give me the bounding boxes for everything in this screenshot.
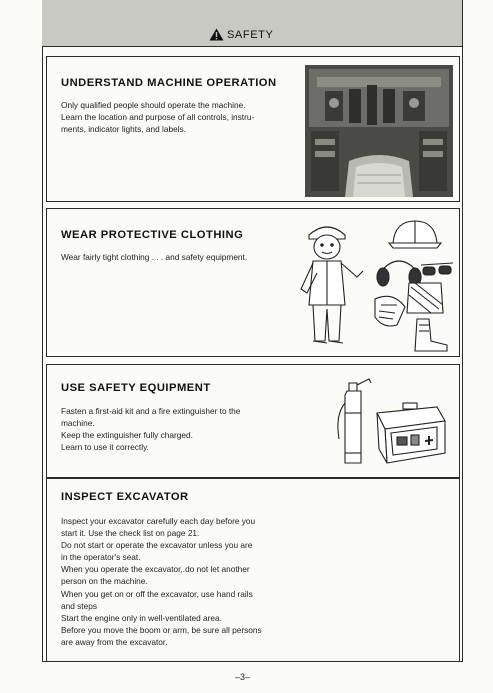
section-body [61,515,301,648]
section-title: UNDERSTAND MACHINE OPERATION [61,77,277,89]
body-line: start it. Use the check list on page 21. [61,528,200,539]
section-understand-machine-operation [46,56,460,202]
body-line: ments, indicator lights, and labels. [61,124,186,135]
body-line: in the operator's seat. [61,552,141,563]
page-number: –3– [235,672,251,682]
body-line: person on the machine. [61,576,148,587]
warning-triangle-icon [209,28,224,41]
body-line: When you get on or off the excavator, use hand rails [61,588,253,599]
protective-clothing-illustration [297,213,455,353]
section-title: WEAR PROTECTIVE CLOTHING [61,229,244,241]
body-line: Learn the location and purpose of all controls, instru- [61,112,255,123]
body-line: Keep the extinguisher fully charged. [61,430,193,441]
body-line: Wear fairly tight clothing . . . and safety equipment. [61,252,248,262]
cab-interior-illustration [305,65,453,197]
section-wear-protective-clothing [46,208,460,357]
body-line: are away from the excavator. [61,636,168,647]
body-line: Only qualified people should operate the machine. [61,100,246,110]
body-line: Do not start or operate the excavator unless you are [61,540,253,551]
body-line: and steps [61,600,97,611]
body-line: machine. [61,418,95,429]
section-title: INSPECT EXCAVATOR [61,491,189,503]
body-line: Learn to use it correctly. [61,442,149,453]
body-line: Start the engine only in well-ventilated area. [61,612,222,623]
body-line: When you operate the excavator,.do not let another [61,564,250,575]
section-body [61,99,289,135]
body-line: Before you move the boom or arm, be sure all persons [61,624,262,635]
body-line: Inspect your excavator carefully each day before you [61,516,256,526]
header-title-text: SAFETY [227,28,274,41]
body-line: Fasten a first-aid kit and a fire extinguisher to the [61,406,241,416]
header-title [209,28,273,41]
safety-equipment-illustration [333,373,449,469]
section-body [61,251,296,263]
section-body [61,405,289,453]
section-use-safety-equipment [46,364,460,478]
section-title: USE SAFETY EQUIPMENT [61,382,211,394]
section-inspect-excavator [46,478,460,662]
